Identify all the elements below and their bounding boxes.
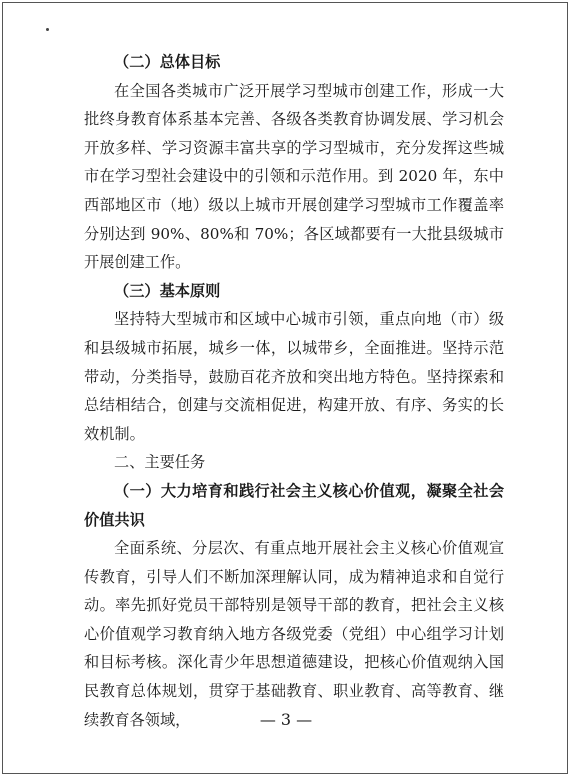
- page-number: — 3 —: [259, 710, 313, 729]
- document-body: [84, 48, 504, 734]
- section-3-heading: （三）基本原则: [114, 281, 221, 300]
- section-2-heading: （二）总体目标: [114, 53, 221, 71]
- section-2-paragraph: 在全国各类城市广泛开展学习型城市创建工作，形成一大批终身教育体系基本完善、各级各类教育协调发展、学习机会开放多样、学习资源丰富共享的学习型城市，充分发挥这些城市在学习型社会建设中的引领和示范作用。到 2020 年，东中西部地区市（地）级以上城市开展创建学习型城市工作覆盖率分别达到 90%、80%和 70%；各区域都要有一大批县级城市开展创建工作。: [84, 81, 504, 272]
- main-section-title: 二、主要任务: [114, 453, 206, 472]
- section-3-paragraph: 坚持特大型城市和区域中心城市引领，重点向地（市）级和县级城市拓展，城乡一体，以城带乡，全面推进。坚持示范带动，分类指导，鼓励百花齐放和突出地方特色。坚持探索和总结相结合，创建与交流相促进，构建开放、有序、务实的长效机制。: [84, 310, 504, 443]
- scan-speck: [46, 28, 49, 31]
- task-1-heading: （一）大力培育和践行社会主义核心价值观，凝聚全社会价值共识: [84, 481, 504, 529]
- task-1-paragraph: 全面系统、分层次、有重点地开展社会主义核心价值观宣传教育，引导人们不断加深理解认同，成为精神追求和自觉行动。率先抓好党员干部特别是领导干部的教育，把社会主义核心价值观学习教育纳入地方各级党委（党组）中心组学习计划和目标考核。深化青少年思想道德建设，把核心价值观纳入国民教育总体规划，贯穿于基础教育、职业教育、高等教育、继续教育各领域，: [84, 539, 504, 729]
